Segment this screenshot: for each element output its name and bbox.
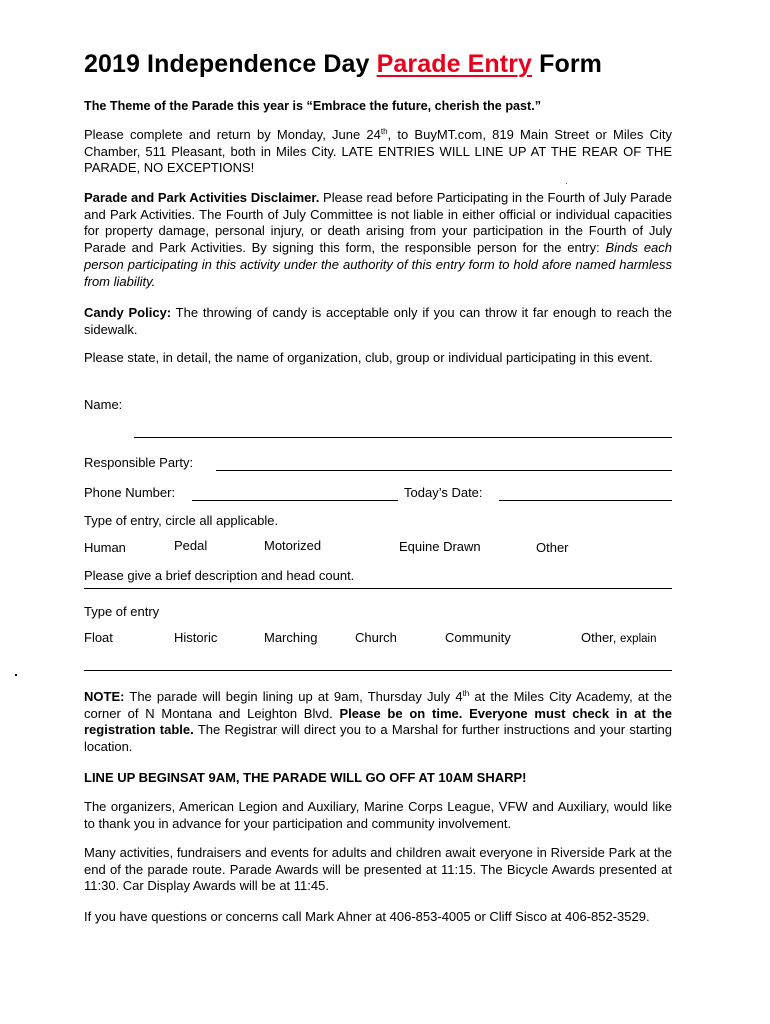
note-paragraph [84,689,672,756]
contact-info: If you have questions or concerns call Mark Ahner at 406-853-4005 or Cliff Sisco at 406-852-3529. [84,909,650,924]
return-instructions [84,127,672,177]
organizers-thanks: The organizers, American Legion and Auxiliary, Marine Corps League, VFW and Auxiliary, would like to thank you in advance for your participation and community involvement. [84,799,672,831]
parade-theme: The Theme of the Parade this year is “Embrace the future, cherish the past.” [84,99,542,113]
stray-mark-2 [566,183,567,184]
note-text-2: at the Miles City Academy, at the corner of N Montana and Leighton Blvd. [84,689,672,721]
explain-field[interactable] [84,670,672,671]
lineup-notice: LINE UP BEGINSAT 9AM, THE PARADE WILL GO OFF AT 10AM SHARP! [84,770,527,785]
note-sup: th [462,689,470,698]
entry-option-motorized[interactable]: Motorized [264,538,322,553]
type-option-historic[interactable]: Historic [174,630,218,645]
title-part1: 2019 Independence Day [84,50,377,78]
type-option-community[interactable]: Community [445,630,511,645]
name-field[interactable] [134,437,672,438]
other-label: Other, [581,630,621,645]
type-of-entry-label: Type of entry [84,604,160,619]
entry-option-equine-drawn[interactable]: Equine Drawn [399,539,481,554]
disclaimer-heading: Parade and Park Activities Disclaimer. [84,190,320,205]
type-option-float[interactable]: Float [84,630,113,645]
disclaimer-body: Please read before Participating in the Fourth of July Parade and Park Activities. The Fourth of July Committee is not liable in either official or individual capacities for property damage, personal injury, or death arising from your participation in the Fourth of July Parade and Park Activities. By signing this form, the responsible person for the entry: [84,190,672,256]
entry-option-pedal[interactable]: Pedal [174,538,208,553]
entry-option-other[interactable]: Other [536,540,569,555]
candy-body: The throwing of candy is acceptable only if you can throw it far enough to reach the sidewalk. [84,305,673,337]
instructions-sup: th [380,127,388,136]
instructions-text: Please complete and return by Monday, June 24 [84,127,381,142]
responsible-party-field[interactable] [216,470,672,471]
phone-field[interactable] [192,500,398,501]
form-title [84,50,602,79]
candy-heading: Candy Policy: [84,305,172,320]
state-detail-text: Please state, in detail, the name of organization, club, group or individual participating in this event. [84,350,653,365]
other-explain: explain [620,633,657,645]
candy-policy [84,305,672,338]
responsible-party-label: Responsible Party: [84,455,194,470]
date-label: Today’s Date: [404,485,483,500]
description-field[interactable] [84,588,672,589]
phone-label: Phone Number: [84,485,176,500]
note-text-3: The Registrar will direct you to a Marshal for further instructions and your starting location. [84,722,672,755]
disclaimer-italic: Binds each person participating in this activity under the authority of this entry form to hold afore named harmless from liability. [84,240,673,289]
type-circle-label: Type of entry, circle all applicable. [84,513,279,528]
note-bold: Please be on time. Everyone must check in at the registration table. [84,705,672,738]
entry-option-human[interactable]: Human [84,540,126,555]
instructions-text-2: , to BuyMT.com, 819 Main Street or Miles City Chamber, 511 Pleasant, both in Miles City. LATE ENTRIES WILL LINE UP AT THE REAR OF THE PARADE, NO EXCEPTIONS! [84,127,672,176]
date-field[interactable] [499,500,672,501]
name-label: Name: [84,397,123,412]
type-option-other[interactable] [581,630,656,645]
note-heading: NOTE: [84,689,125,704]
title-part3: Form [532,50,602,78]
note-text: The parade will begin lining up at 9am, Thursday July 4 [124,689,463,704]
type-option-marching[interactable]: Marching [264,630,318,645]
activities-info: Many activities, fundraisers and events for adults and children await everyone in Riverside Park at the end of the parade route. Parade Awards will be presented at 11:15. The Bicycle Awards presented at 11:30. Car Display Awards will be at 11:45. [84,845,672,894]
description-label: Please give a brief description and head count. [84,568,355,583]
stray-mark [15,674,17,676]
title-highlight: Parade Entry [376,50,533,78]
disclaimer-paragraph [84,190,672,290]
type-option-church[interactable]: Church [355,630,397,645]
